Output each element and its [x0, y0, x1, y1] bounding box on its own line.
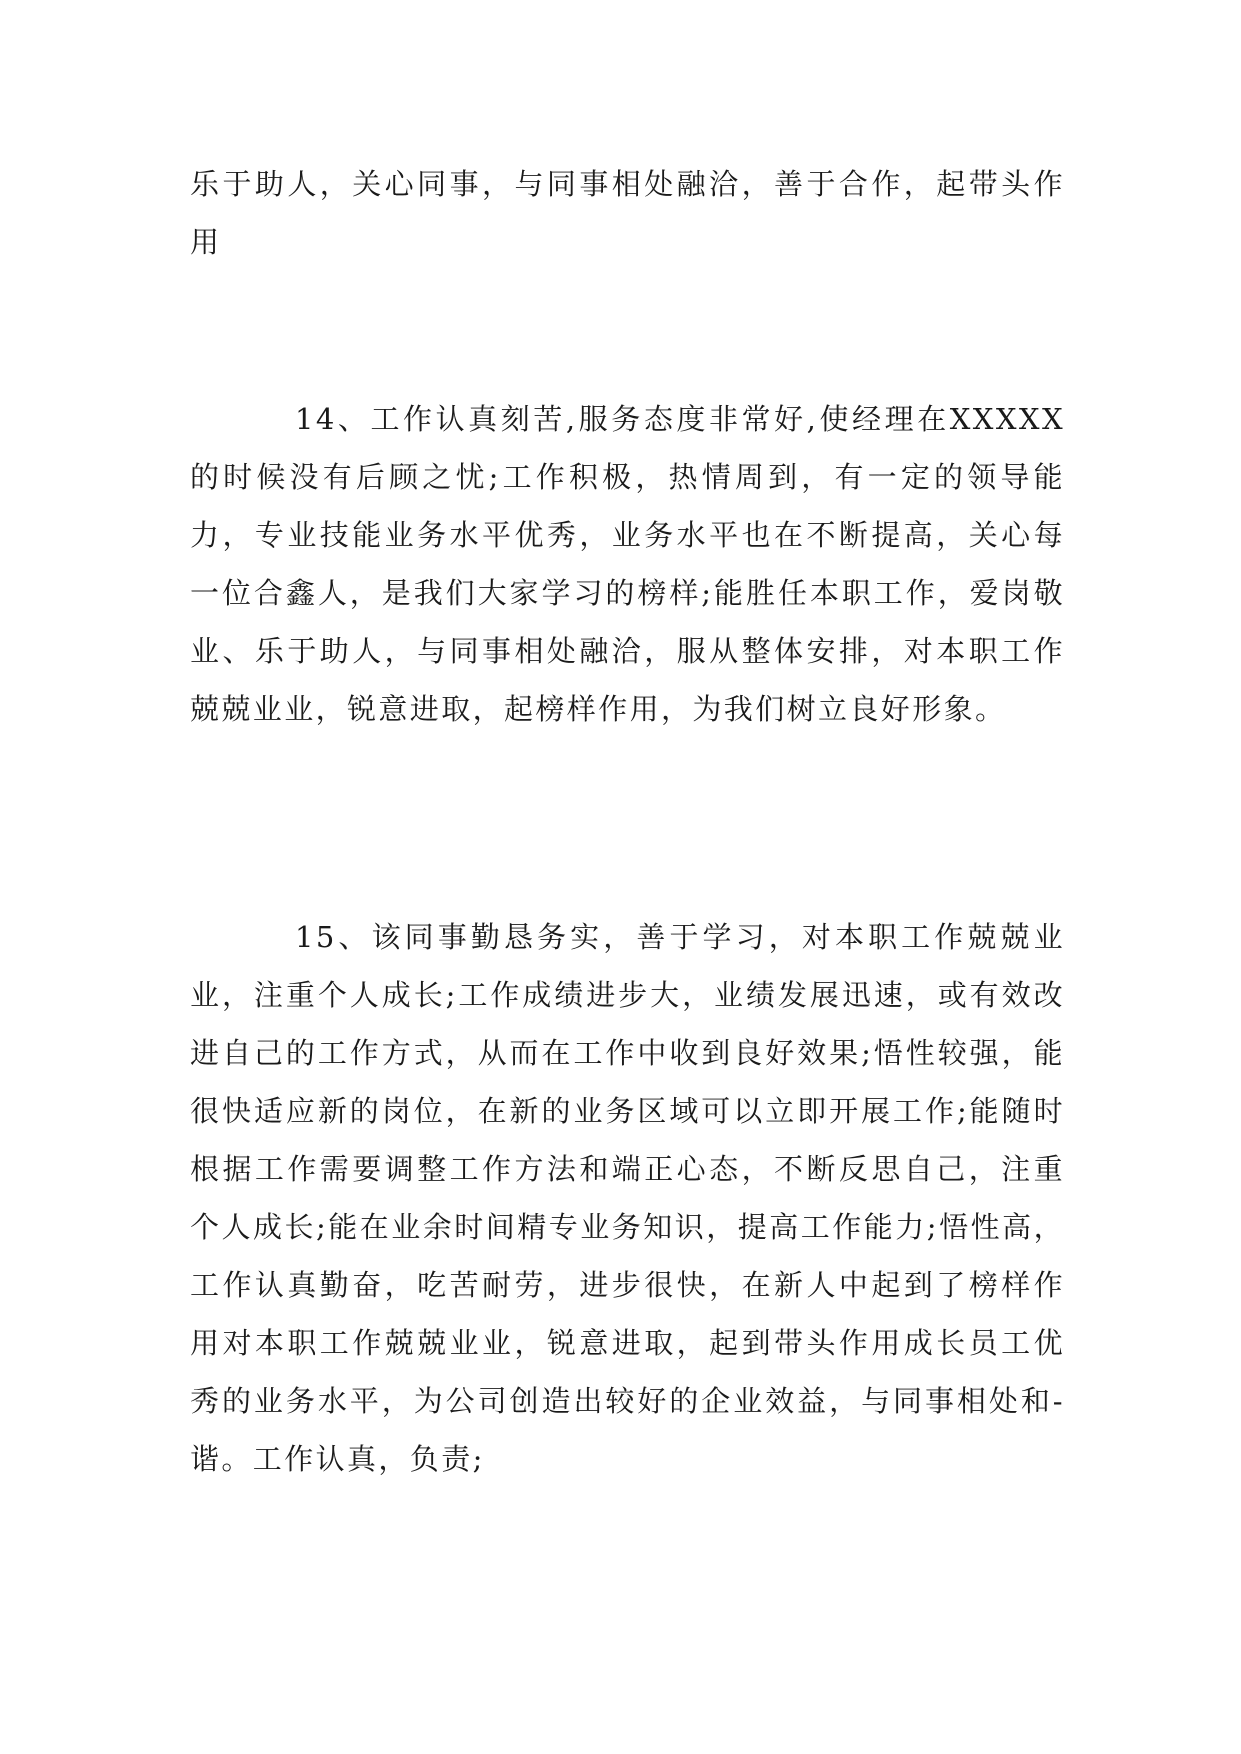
- paragraph-item-15: [190, 908, 1065, 1488]
- paragraph-text: 乐于助人，关心同事，与同事相处融洽，善于合作，起带头作用: [190, 167, 1065, 259]
- paragraph-text: 14、工作认真刻苦,服务态度非常好,使经理在XXXXX的时候没有后顾之忧;工作积极，热情周到，有一定的领导能力，专业技能业务水平优秀，业务水平也在不断提高，关心每一位合鑫人，是我们大家学习的榜样;能胜任本职工作，爱岗敬业、乐于助人，与同事相处融洽，服从整体安排，对本职工作兢兢业业，锐意进取，起榜样作用，为我们树立良好形象。: [190, 402, 1065, 726]
- paragraph-continued: [190, 155, 1065, 271]
- paragraph-item-14: [190, 390, 1065, 738]
- paragraph-text: 15、该同事勤恳务实，善于学习，对本职工作兢兢业业，注重个人成长;工作成绩进步大，业绩发展迅速，或有效改进自己的工作方式，从而在工作中收到良好效果;悟性较强，能很快适应新的岗位，在新的业务区域可以立即开展工作;能随时根据工作需要调整工作方法和端正心态，不断反思自己，注重个人成长;能在业余时间精专业务知识，提高工作能力;悟性高，工作认真勤奋，吃苦耐劳，进步很快，在新人中起到了榜样作用对本职工作兢兢业业，锐意进取，起到带头作用成长员工优秀的业务水平，为公司创造出较好的企业效益，与同事相处和-谐。工作认真，负责;: [190, 920, 1065, 1476]
